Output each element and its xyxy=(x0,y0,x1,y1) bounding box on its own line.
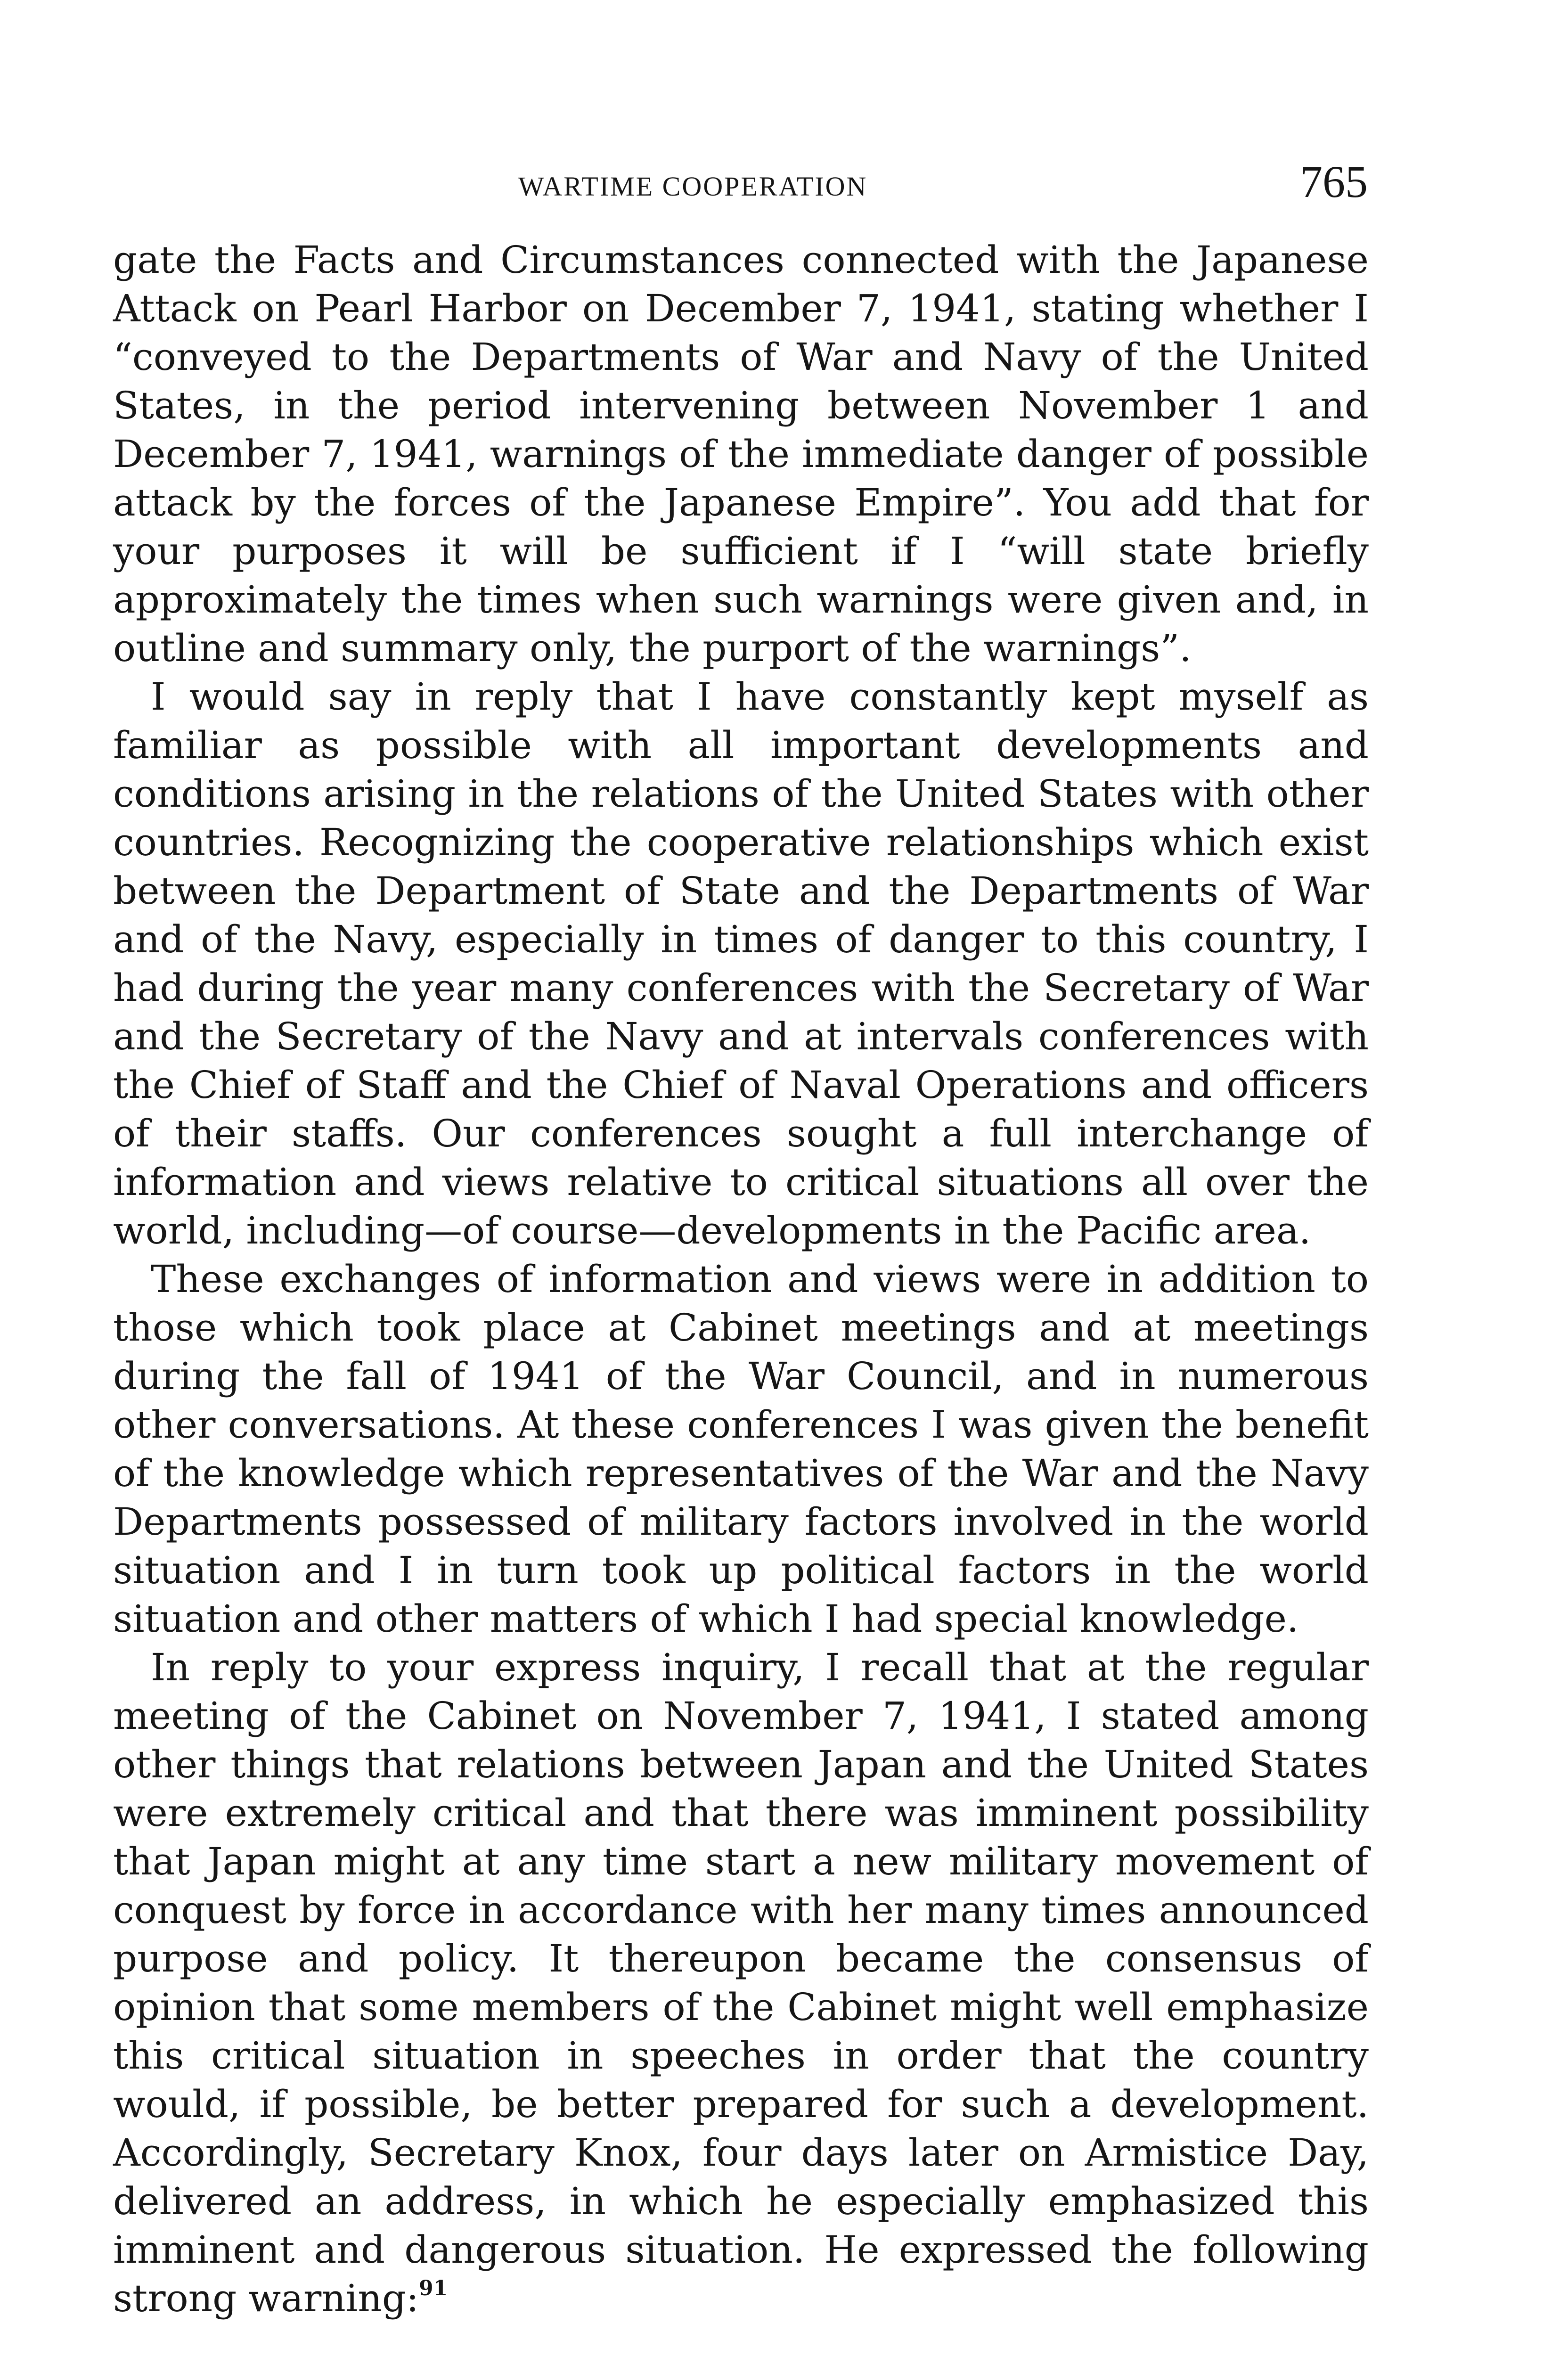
page-number: 765 xyxy=(1300,156,1368,207)
paragraph-4-text: In reply to your express inquiry, I recall that at the regular meeting of the Cabinet on November 7, 1941, I stated among other things that relations between Japan and the United States were extremely critical and that there was imminent possibility that Japan might at any time start a new military movement of conquest by force in accordance with her many times announced purpose and policy. It thereupon became the consensus of opinion that some members of the Cabinet might well emphasize this critical situation in speeches in order that the country would, if possible, be better prepared for such a development. Accordingly, Secretary Knox, four days later on Armistice Day, delivered an address, in which he especially emphasized this imminent and dangerous situation. He expressed the following strong warning: xyxy=(113,1645,1369,2320)
paragraph-1: gate the Facts and Circumstances connected with the Japanese Attack on Pearl Harbor on December 7, 1941, stating whether I “conveyed to the Departments of War and Navy of the United States, in the period intervening between November 1 and December 7, 1941, warnings of the immediate danger of possible attack by the forces of the Japanese Empire”. You add that for your purposes it will be sufficient if I “will state briefly approximately the times when such warnings were given and, in outline and summary only, the purport of the warnings”. xyxy=(113,238,1369,670)
paragraph-3: These exchanges of information and views were in addition to those which took place at Cabinet meetings and at meetings during the fall of 1941 of the War Council, and in numerous other conversations. At these conferences I was given the benefit of the knowledge which representatives of the War and the Navy Departments possessed of military factors involved in the world situation and I in turn took up political factors in the world situation and other matters of which I had special knowledge. xyxy=(113,1257,1369,1641)
paragraph-4 xyxy=(113,1643,1369,2323)
body-text xyxy=(113,236,1369,2323)
footnote-reference: 91 xyxy=(418,2276,448,2300)
running-head: WARTIME COOPERATION xyxy=(518,171,868,202)
paragraph-2: I would say in reply that I have constantly kept myself as familiar as possible with all important developments and conditions arising in the relations of the United States with other countries. Recognizing the cooperative relationships which exist between the Department of State and the Departments of War and of the Navy, especially in times of danger to this country, I had during the year many conferences with the Secretary of War and the Secretary of the Navy and at intervals conferences with the Chief of Staff and the Chief of Naval Operations and officers of their staffs. Our conferences sought a full interchange of information and views relative to critical situations all over the world, including—of course—developments in the Pacific area. xyxy=(113,675,1369,1252)
